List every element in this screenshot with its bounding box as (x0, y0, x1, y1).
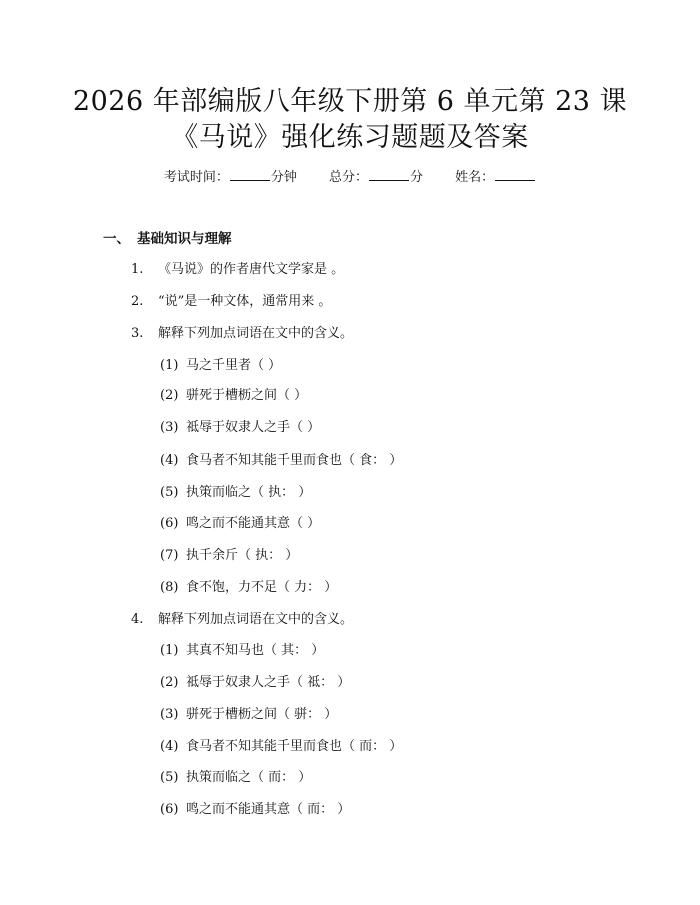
question-1 (131, 260, 344, 280)
question-number: 2. (131, 294, 144, 309)
total-score-label: 总分： (328, 170, 368, 185)
document-title-line-2: 《马说》强化练习题题及答案 (171, 122, 529, 153)
question-text: 解释下列加点词语在文中的含义。 (158, 612, 354, 627)
sub-item (160, 356, 281, 376)
sub-item-label: (2) (160, 675, 179, 690)
sub-item-text: 食不饱，力不足（ 力： ） (186, 580, 338, 595)
total-score-unit: 分 (410, 170, 424, 185)
sub-item-label: (4) (160, 453, 179, 468)
section-heading-basics (103, 229, 232, 249)
sub-item (160, 546, 298, 566)
sub-item-label: (7) (160, 548, 179, 563)
question-2 (131, 292, 331, 312)
sub-item-label: (6) (160, 802, 179, 817)
sub-item (160, 641, 324, 661)
exam-time-field (164, 170, 301, 185)
sub-item-text: 食马者不知其能千里而食也（ 食： ） (186, 453, 403, 468)
sub-item (160, 673, 350, 693)
sub-item-text: 鸣之而不能通其意（ 而： ） (186, 802, 351, 817)
name-field (455, 170, 536, 185)
sub-item-text: 执千余斤（ 执： ） (186, 548, 299, 563)
sub-item (160, 800, 350, 820)
sub-item-label: (2) (160, 388, 179, 403)
exam-time-label: 考试时间： (163, 170, 229, 185)
sub-item (160, 768, 311, 788)
section-number: 一、 (103, 231, 130, 247)
question-number: 4. (131, 612, 144, 627)
question-text: “说”是一种文体，通常用来 。 (158, 294, 332, 309)
question-text: 《马说》的作者唐代文学家是 。 (158, 262, 345, 277)
question-text: 解释下列加点词语在文中的含义。 (158, 326, 354, 341)
exam-time-blank[interactable] (230, 166, 270, 181)
sub-item (160, 737, 402, 757)
sub-item (160, 514, 320, 534)
sub-item-label: (8) (160, 580, 179, 595)
sub-item-label: (5) (160, 485, 179, 500)
document-title-line-1: 2026 年部编版八年级下册第 6 单元第 23 课 (72, 86, 628, 117)
sub-item-text: 其真不知马也（ 其： ） (186, 643, 325, 658)
sub-item-label: (6) (160, 516, 179, 531)
question-number: 3. (131, 326, 144, 341)
sub-item-text: 食马者不知其能千里而食也（ 而： ） (186, 739, 403, 754)
sub-item (160, 451, 402, 471)
sub-item-text: 马之千里者（ ） (186, 358, 282, 373)
sub-item (160, 578, 337, 598)
sub-item-text: 鸣之而不能通其意（ ） (186, 516, 321, 531)
name-label: 姓名： (455, 170, 495, 185)
question-4 (131, 610, 353, 630)
question-3 (131, 324, 353, 344)
sub-item-text: 祗辱于奴隶人之手（ 祗： ） (186, 675, 351, 690)
sub-item-text: 祗辱于奴隶人之手（ ） (186, 420, 321, 435)
sub-item-text: 骈死于槽枥之间（ 骈： ） (186, 707, 338, 722)
exam-info-line (0, 166, 700, 189)
exam-time-unit: 分钟 (270, 170, 297, 185)
sub-item-label: (5) (160, 770, 179, 785)
sub-item-label: (4) (160, 739, 179, 754)
sub-item (160, 705, 337, 725)
sub-item-label: (3) (160, 420, 179, 435)
sub-item-text: 骈死于槽枥之间（ ） (186, 388, 308, 403)
sub-item-text: 执策而临之（ 执： ） (186, 485, 312, 500)
total-score-blank[interactable] (369, 166, 409, 181)
question-number: 1. (131, 262, 144, 277)
sub-item-label: (1) (160, 643, 179, 658)
sub-item-label: (1) (160, 358, 179, 373)
section-title: 基础知识与理解 (137, 231, 232, 247)
sub-item (160, 386, 307, 406)
total-score-field (329, 170, 427, 185)
sub-item-label: (3) (160, 707, 179, 722)
sub-item (160, 418, 320, 438)
sub-item-text: 执策而临之（ 而： ） (186, 770, 312, 785)
sub-item (160, 483, 311, 503)
name-blank[interactable] (495, 166, 535, 181)
